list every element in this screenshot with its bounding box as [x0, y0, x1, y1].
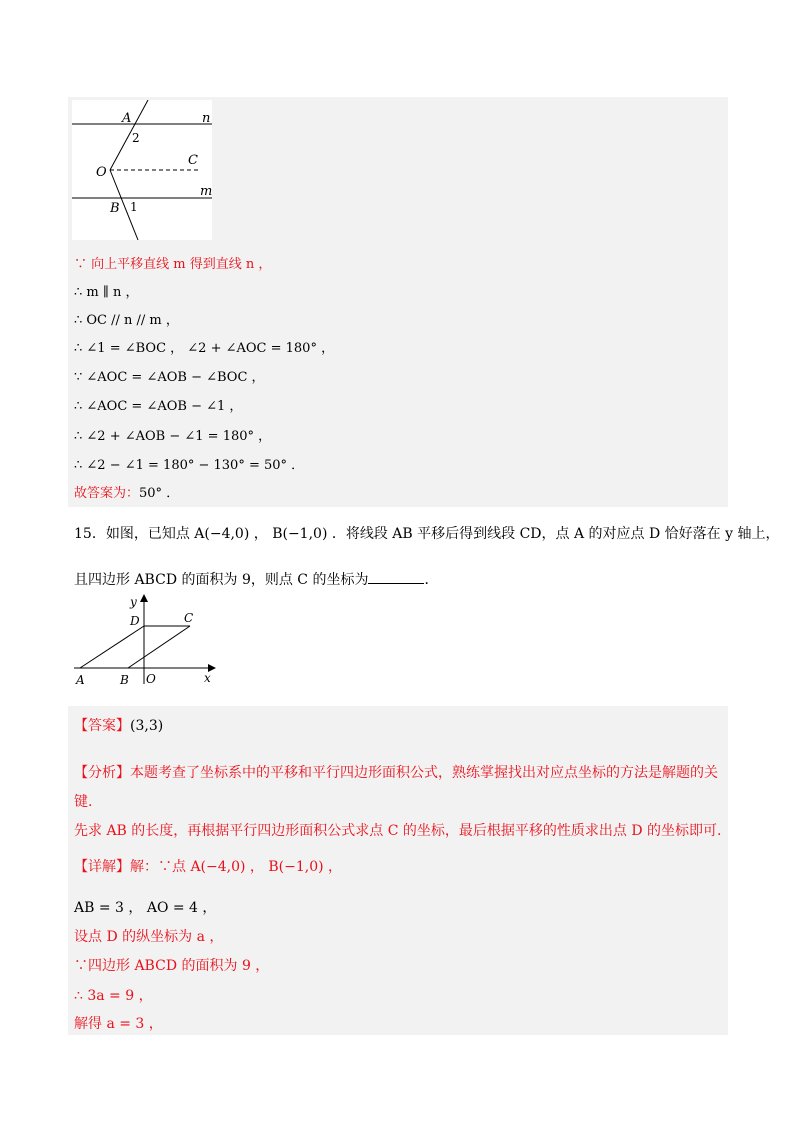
- analysis-line-2: 键.: [74, 794, 93, 810]
- figure-parallel-lines-svg: [72, 100, 212, 240]
- answer-tag: 【答案】: [74, 718, 130, 734]
- detail-text-1: 解：∵点 A(−4,0) ， B(−1,0) ，: [130, 859, 343, 875]
- solution-line-7: ∴ ∠2 + ∠AOB − ∠1 = 180° ，: [74, 429, 272, 444]
- label-a2: A: [76, 673, 85, 687]
- question-15-text: 且四边形 ABCD 的面积为 9，则点 C 的坐标为: [74, 572, 369, 588]
- solution-line-2: ∴ m ∥ n ，: [74, 285, 139, 300]
- analysis-text-1: 本题考查了坐标系中的平移和平行四边形面积公式，熟练掌握找出对应点坐标的方法是解题的关: [130, 765, 718, 781]
- label-c2: C: [184, 611, 194, 625]
- label-o: O: [96, 165, 107, 180]
- label-angle-1: 1: [130, 200, 138, 214]
- label-y: y: [130, 595, 137, 609]
- label-m: m: [200, 184, 212, 199]
- solution-line-6: ∴ ∠AOC = ∠AOB − ∠1 ，: [74, 399, 243, 414]
- detail-line-5: ∴ 3a = 9 ，: [74, 988, 153, 1004]
- answer-blank: [368, 569, 424, 584]
- answer-value-15: (3,3): [130, 718, 164, 734]
- answer-value: 50° ．: [139, 486, 180, 501]
- analysis-line-3: 先求 AB 的长度，再根据平行四边形面积公式求点 C 的坐标，最后根据平移的性质求出点 D 的坐标即可.: [74, 823, 722, 839]
- question-15-end: ．: [424, 572, 439, 588]
- solution-line-5: ∵ ∠AOC = ∠AOB − ∠BOC ，: [74, 370, 265, 385]
- label-o2: O: [146, 672, 156, 686]
- label-d: D: [130, 614, 140, 628]
- detail-line-3: 设点 D 的纵坐标为 a ，: [74, 929, 224, 945]
- detail-line-4: ∵四边形 ABCD 的面积为 9 ，: [74, 958, 270, 974]
- solution-line-3: ∴ OC // n // m ，: [74, 313, 179, 328]
- analysis-line-1: [74, 763, 718, 783]
- question-15-line-2: [74, 569, 438, 590]
- detail-line-2: AB = 3 ， AO = 4 ，: [74, 900, 217, 916]
- question-15-line-1: 15．如图，已知点 A(−4,0) ， B(−1,0) ．将线段 AB 平移后得到线段 CD，点 A 的对应点 D 恰好落在 y 轴上，: [74, 526, 780, 542]
- segment-bc: [128, 626, 190, 668]
- label-a: A: [122, 111, 132, 126]
- segment-ad: [80, 626, 144, 668]
- label-x: x: [204, 671, 211, 685]
- solution-line-4: ∴ ∠1 = ∠BOC ， ∠2 + ∠AOC = 180° ，: [74, 341, 335, 356]
- solution-line-1: ∵ 向上平移直线 m 得到直线 n ，: [74, 257, 272, 272]
- y-axis-arrow: [140, 594, 148, 602]
- answer-line-14: [74, 485, 179, 503]
- label-angle-2: 2: [132, 131, 140, 145]
- answer-line-15: [74, 716, 163, 736]
- label-b: B: [110, 201, 120, 216]
- label-b2: B: [120, 673, 129, 687]
- label-c: C: [188, 153, 198, 168]
- detail-line-1: [74, 857, 342, 877]
- figure-coordinate-svg: [72, 592, 222, 688]
- answer-prefix: 故答案为：: [74, 486, 140, 501]
- detail-tag: 【详解】: [74, 859, 130, 875]
- detail-line-6: 解得 a = 3 ，: [74, 1016, 163, 1032]
- figure-parallel-lines: [72, 100, 212, 240]
- analysis-tag: 【分析】: [74, 765, 130, 781]
- figure-coordinate-parallelogram: [72, 592, 222, 688]
- solution-line-8: ∴ ∠2 − ∠1 = 180° − 130° = 50° ．: [74, 458, 305, 473]
- label-n: n: [202, 111, 211, 126]
